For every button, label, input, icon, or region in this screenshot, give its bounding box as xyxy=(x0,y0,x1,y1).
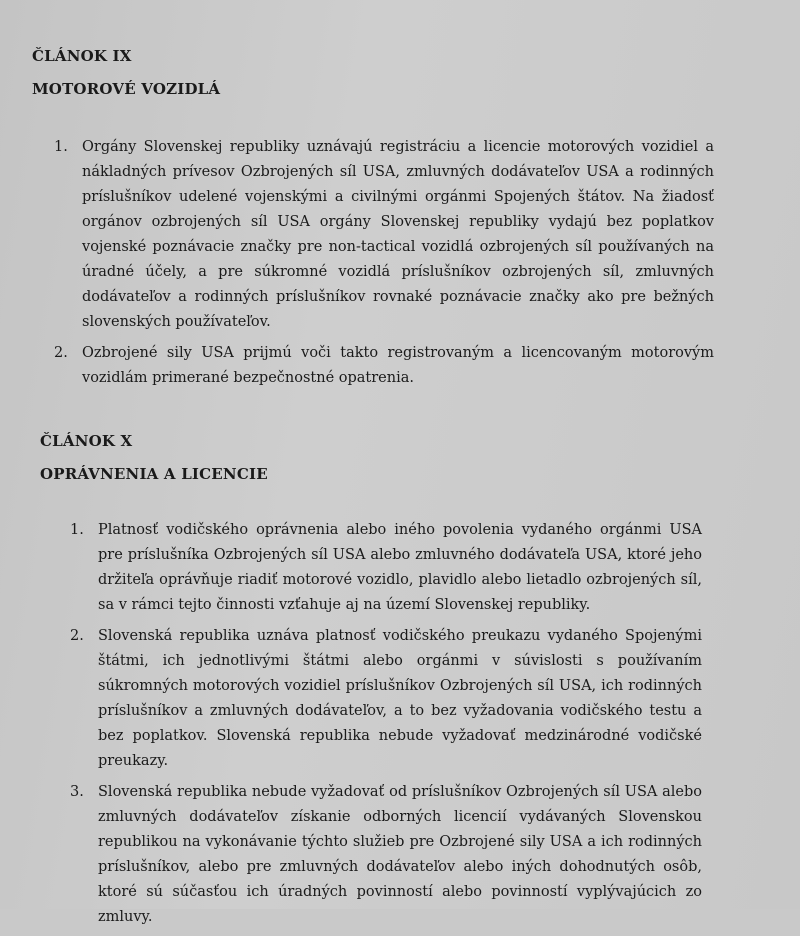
article-x-title: OPRÁVNENIA A LICENCIE xyxy=(40,465,268,483)
item-text: Slovenská republika uznáva platnosť vodičského preukazu vydaného Spojenými štátmi, ich jednotlivými štátmi alebo orgánmi v súvislosti s používaním súkromných motorových vozidiel príslušníkov Ozbrojených síl USA, ich rodinných príslušníkov a zmluvných dodávateľov, a to bez vyžadovania vodičského testu a bez poplatkov. Slovenská republika nebude vyžadovať medzinárodné vodičské preukazy. xyxy=(98,628,702,769)
article-ix-list xyxy=(54,135,714,397)
article-ix-heading: ČLÁNOK IX xyxy=(32,47,132,65)
article-ix-item-2 xyxy=(54,341,714,391)
article-x-item-2 xyxy=(70,624,702,774)
article-ix-item-1 xyxy=(54,135,714,335)
item-text: Slovenská republika nebude vyžadovať od príslušníkov Ozbrojených síl USA alebo zmluvných dodávateľov získanie odborných licencií vydávaných Slovenskou republikou na vykonávanie týchto služieb pre Ozbrojené sily USA a ich rodinných príslušníkov, alebo pre zmluvných dodávateľov alebo iných dohodnutých osôb, ktoré sú súčasťou ich úradných povinností alebo povinností vyplývajúcich zo zmluvy. xyxy=(98,784,702,925)
item-number: 2. xyxy=(54,345,68,361)
item-text: Platnosť vodičského oprávnenia alebo iného povolenia vydaného orgánmi USA pre príslušníka Ozbrojených síl USA alebo zmluvného dodávateľa USA, ktoré jeho držiteľa oprávňuje riadiť motorové vozidlo, plavidlo alebo lietadlo ozbrojených síl, sa v rámci tejto činnosti vzťahuje aj na území Slovenskej republiky. xyxy=(98,522,702,613)
article-x-heading: ČLÁNOK X xyxy=(40,432,133,450)
item-number: 2. xyxy=(70,628,84,644)
item-number: 1. xyxy=(54,139,68,155)
item-number: 3. xyxy=(70,784,84,800)
item-number: 1. xyxy=(70,522,84,538)
article-x-item-1 xyxy=(70,518,702,618)
article-x-item-3 xyxy=(70,780,702,930)
item-text: Ozbrojené sily USA prijmú voči takto registrovaným a licencovaným motorovým vozidlám primerané bezpečnostné opatrenia. xyxy=(82,345,714,386)
article-x-list xyxy=(70,518,702,936)
item-text: Orgány Slovenskej republiky uznávajú registráciu a licencie motorových vozidiel a nákladných prívesov Ozbrojených síl USA, zmluvných dodávateľov USA a rodinných príslušníkov udelené vojenskými a civilnými orgánmi Spojených štátov. Na žiadosť orgánov ozbrojených síl USA orgány Slovenskej republiky vydajú bez poplatkov vojenské poznávacie značky pre non-tactical vozidlá ozbrojených síl používaných na úradné účely, a pre súkromné vozidlá príslušníkov ozbrojených síl, zmluvných dodávateľov a rodinných príslušníkov rovnaké poznávacie značky ako pre bežných slovenských používateľov. xyxy=(82,139,714,330)
article-ix-title: MOTOROVÉ VOZIDLÁ xyxy=(32,80,221,98)
